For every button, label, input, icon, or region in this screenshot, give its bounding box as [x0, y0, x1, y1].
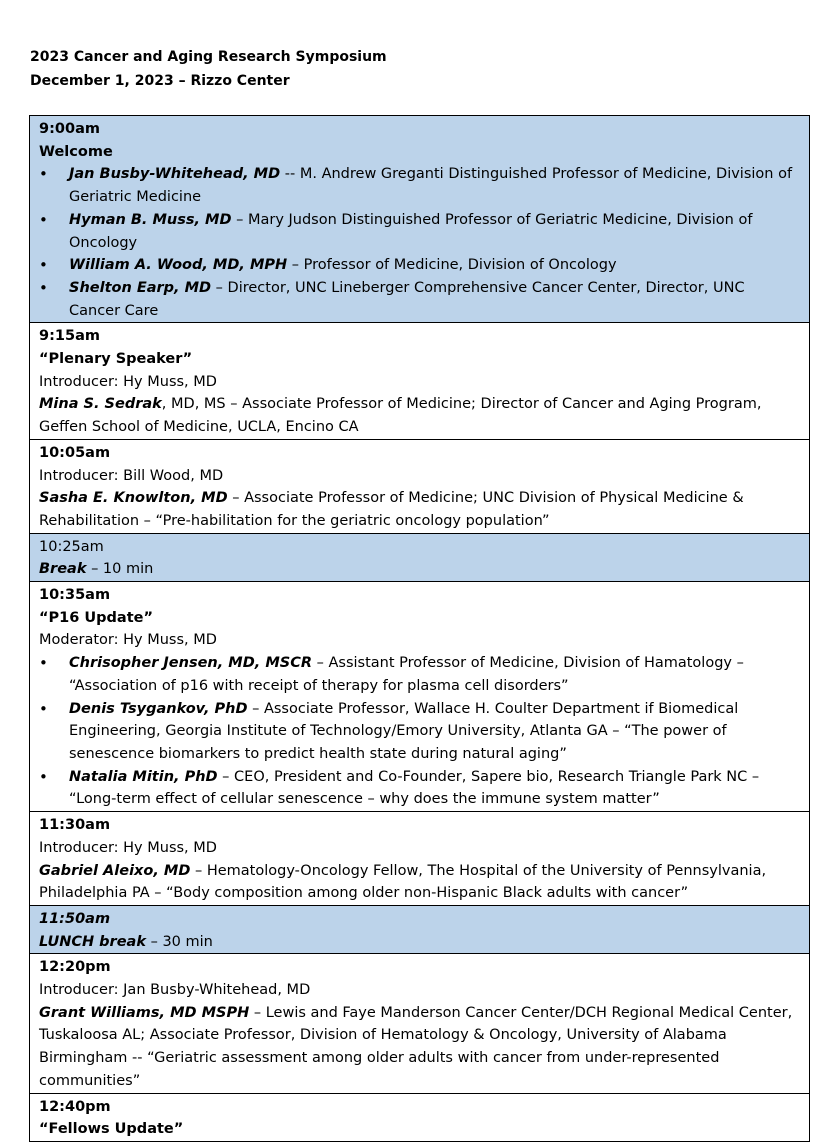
- list-item: [39, 766, 800, 811]
- session-cell: [30, 439, 810, 533]
- session-row-plenary: [30, 323, 810, 440]
- speaker-name: Chrisopher Jensen, MD, MSCR: [69, 655, 313, 672]
- session-cell: [30, 533, 810, 581]
- speaker-name: Gabriel Aleixo, MD: [39, 862, 191, 879]
- speaker-name: William A. Wood, MD, MPH: [69, 257, 288, 274]
- session-title: “P16 Update”: [39, 609, 153, 626]
- session-row-lunch: [30, 905, 810, 953]
- break-entry: [39, 931, 800, 954]
- speaker-name: Shelton Earp, MD: [69, 279, 212, 296]
- session-title: Break: [39, 561, 87, 578]
- speaker-entry: [39, 860, 800, 905]
- speaker-entry: [39, 487, 800, 532]
- speaker-description: – Lewis and Faye Manderson Cancer Center/DCH Regional Medical Center, Tuskaloosa AL; Associate Professor, Division of Hematology & Oncology, University of Alabama Birmingham -- “Geriatric assessment among older adults with cancer from under-represented communities”: [39, 1004, 793, 1089]
- session-introducer: Introducer: Hy Muss, MD: [39, 373, 217, 390]
- document-title: 2023 Cancer and Aging Research Symposium: [30, 49, 387, 65]
- session-introducer: Introducer: Bill Wood, MD: [39, 467, 224, 484]
- session-row-welcome: [30, 116, 810, 323]
- session-title: Welcome: [39, 143, 113, 160]
- session-cell: [30, 1093, 810, 1141]
- speaker-name: Mina S. Sedrak: [39, 396, 162, 413]
- session-row-prehabilitation: [30, 439, 810, 533]
- session-title: LUNCH break: [39, 933, 146, 950]
- speaker-description: – CEO, President and Co-Founder, Sapere bio, Research Triangle Park NC – “Long-term effect of cellular senescence – why does the immune system matter”: [69, 768, 760, 808]
- session-time: 9:00am: [39, 121, 100, 137]
- session-time: 12:20pm: [39, 959, 111, 976]
- session-time: 9:15am: [39, 328, 100, 345]
- speaker-name: Denis Tsygankov, PhD: [69, 700, 248, 717]
- session-moderator: Moderator: Hy Muss, MD: [39, 632, 217, 649]
- speaker-name: Grant Williams, MD MSPH: [39, 1004, 250, 1021]
- list-item: [39, 652, 800, 697]
- session-row-geriatric-assessment: [30, 954, 810, 1093]
- break-duration: – 10 min: [86, 561, 154, 578]
- session-cell: [30, 812, 810, 906]
- session-title: “Fellows Update”: [39, 1121, 184, 1138]
- speaker-list: [39, 163, 800, 322]
- document-header: [30, 45, 387, 93]
- speaker-list: [39, 652, 800, 811]
- session-cell: [30, 323, 810, 440]
- document-subtitle: December 1, 2023 – Rizzo Center: [30, 73, 290, 89]
- session-row-p16-update: [30, 582, 810, 812]
- speaker-description: – Assistant Professor of Medicine, Division of Hamatology – “Association of p16 with receipt of therapy for plasma cell disorders”: [69, 655, 744, 694]
- list-item: [39, 163, 800, 208]
- session-introducer: Introducer: Jan Busby-Whitehead, MD: [39, 982, 311, 999]
- session-cell: [30, 954, 810, 1093]
- speaker-name: Hyman B. Muss, MD: [69, 211, 232, 228]
- session-time: 12:40pm: [39, 1098, 111, 1115]
- session-introducer: Introducer: Hy Muss, MD: [39, 839, 217, 856]
- session-time: 10:05am: [39, 444, 111, 461]
- session-row-fellows-update: [30, 1093, 810, 1141]
- session-time: 11:50am: [39, 910, 111, 927]
- speaker-description: – Mary Judson Distinguished Professor of Geriatric Medicine, Division of Oncology: [69, 211, 753, 251]
- list-item: [39, 277, 800, 322]
- break-entry: [39, 558, 800, 581]
- session-cell: [30, 582, 810, 812]
- speaker-description: -- M. Andrew Greganti Distinguished Professor of Medicine, Division of Geriatric Medicine: [69, 166, 793, 206]
- speaker-name: Sasha E. Knowlton, MD: [39, 490, 228, 507]
- speaker-name: Jan Busby-Whitehead, MD: [69, 166, 281, 183]
- session-row-body-composition: [30, 812, 810, 906]
- session-title: “Plenary Speaker”: [39, 351, 193, 368]
- speaker-name: Natalia Mitin, PhD: [69, 768, 218, 785]
- speaker-description: , MD, MS – Associate Professor of Medicine; Director of Cancer and Aging Program, Geffen School of Medicine, UCLA, Encino CA: [39, 396, 762, 436]
- list-item: [39, 209, 800, 254]
- agenda-table: [29, 115, 810, 1142]
- session-row-break: [30, 533, 810, 581]
- session-cell: [30, 116, 810, 323]
- list-item: [39, 698, 800, 766]
- speaker-description: – Professor of Medicine, Division of Oncology: [287, 257, 617, 274]
- session-time: 10:35am: [39, 587, 111, 604]
- speaker-description: – Associate Professor of Medicine; UNC Division of Physical Medicine & Rehabilitation – “Pre-habilitation for the geriatric oncology population”: [39, 490, 744, 529]
- speaker-description: – Hematology-Oncology Fellow, The Hospital of the University of Pennsylvania, Philadelphia PA – “Body composition among older non-Hispanic Black adults with cancer”: [39, 862, 767, 902]
- session-time: 10:25am: [39, 538, 104, 555]
- break-duration: – 30 min: [145, 933, 213, 950]
- speaker-entry: [39, 1002, 800, 1093]
- speaker-entry: [39, 393, 800, 438]
- speaker-description: – Director, UNC Lineberger Comprehensive Cancer Center, Director, UNC Cancer Care: [69, 279, 745, 319]
- list-item: [39, 254, 800, 277]
- session-time: 11:30am: [39, 817, 111, 834]
- speaker-description: – Associate Professor, Wallace H. Coulter Department if Biomedical Engineering, Georgia Institute of Technology/Emory University, Atlanta GA – “The power of senescence biomarkers to predict health state during natural aging”: [69, 700, 739, 762]
- session-cell: [30, 905, 810, 953]
